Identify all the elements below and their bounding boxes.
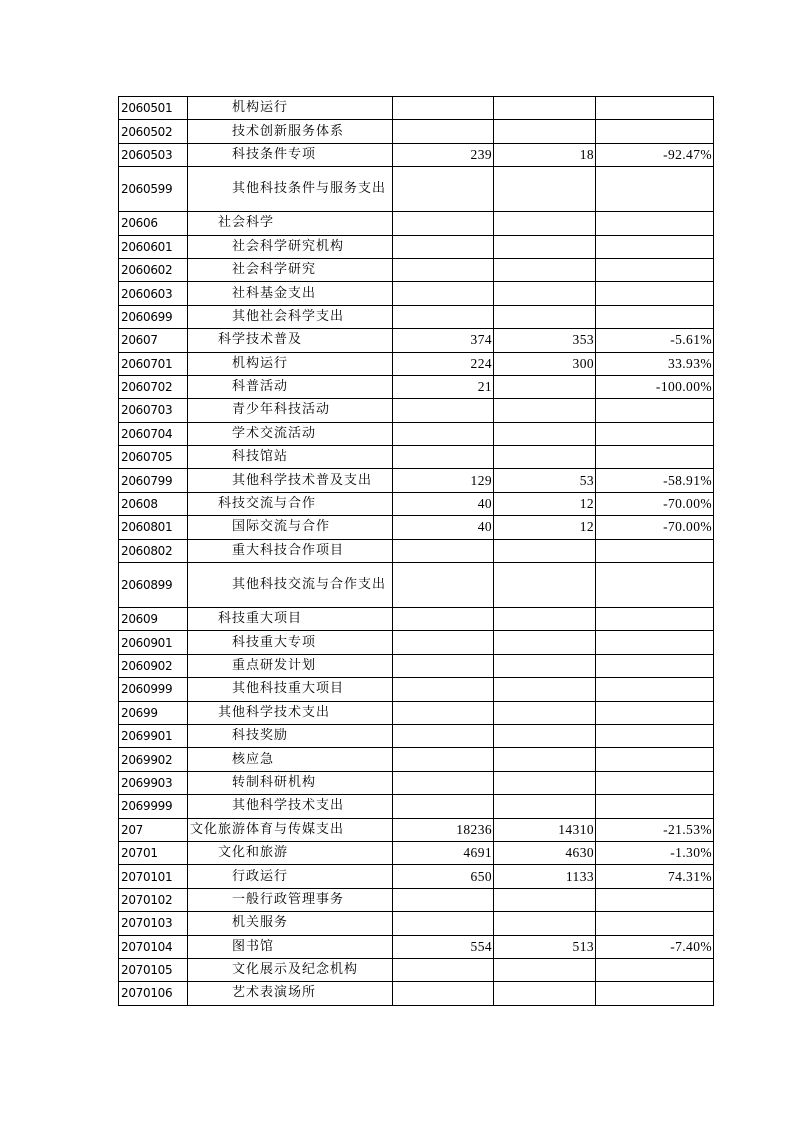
code-cell: 20699	[119, 701, 188, 724]
table-row	[119, 865, 714, 888]
code-cell: 2069901	[119, 724, 188, 747]
change-percent-cell	[596, 305, 714, 328]
item-name-cell: 科技馆站	[188, 446, 393, 469]
code-cell: 2069902	[119, 748, 188, 771]
amount-cell-2	[494, 608, 596, 631]
table-row	[119, 724, 714, 747]
item-name-cell: 机构运行	[188, 352, 393, 375]
amount-cell-2: 300	[494, 352, 596, 375]
amount-cell-2	[494, 654, 596, 677]
table-row	[119, 469, 714, 492]
amount-cell-1	[393, 631, 494, 654]
code-cell: 2060902	[119, 654, 188, 677]
amount-cell-1	[393, 795, 494, 818]
change-percent-cell	[596, 631, 714, 654]
amount-cell-2	[494, 282, 596, 305]
amount-cell-1: 40	[393, 516, 494, 539]
table-row	[119, 399, 714, 422]
code-cell: 2060901	[119, 631, 188, 654]
code-cell: 20609	[119, 608, 188, 631]
amount-cell-1	[393, 608, 494, 631]
code-cell: 2060799	[119, 469, 188, 492]
code-cell: 2060801	[119, 516, 188, 539]
code-cell: 2060503	[119, 143, 188, 166]
change-percent-cell: -7.40%	[596, 935, 714, 958]
code-cell: 2060702	[119, 375, 188, 398]
amount-cell-1	[393, 399, 494, 422]
amount-cell-2: 53	[494, 469, 596, 492]
change-percent-cell	[596, 748, 714, 771]
amount-cell-1: 40	[393, 492, 494, 515]
amount-cell-1	[393, 724, 494, 747]
change-percent-cell	[596, 539, 714, 562]
change-percent-cell: 33.93%	[596, 352, 714, 375]
table-row	[119, 912, 714, 935]
amount-cell-1: 239	[393, 143, 494, 166]
item-name-cell: 其他科技重大项目	[188, 678, 393, 701]
change-percent-cell	[596, 167, 714, 212]
amount-cell-2: 513	[494, 935, 596, 958]
code-cell: 20607	[119, 329, 188, 352]
table-row	[119, 935, 714, 958]
amount-cell-1	[393, 888, 494, 911]
change-percent-cell	[596, 120, 714, 143]
amount-cell-2	[494, 563, 596, 608]
code-cell: 2060899	[119, 563, 188, 608]
amount-cell-1	[393, 305, 494, 328]
amount-cell-1	[393, 748, 494, 771]
item-name-cell: 学术交流活动	[188, 422, 393, 445]
amount-cell-2: 14310	[494, 818, 596, 841]
item-name-cell: 科技重大项目	[188, 608, 393, 631]
change-percent-cell	[596, 422, 714, 445]
amount-cell-1	[393, 235, 494, 258]
change-percent-cell	[596, 795, 714, 818]
amount-cell-2	[494, 399, 596, 422]
change-percent-cell	[596, 678, 714, 701]
item-name-cell: 核应急	[188, 748, 393, 771]
amount-cell-2	[494, 724, 596, 747]
item-name-cell: 其他科学技术支出	[188, 795, 393, 818]
table-row	[119, 748, 714, 771]
item-name-cell: 社会科学研究机构	[188, 235, 393, 258]
amount-cell-1: 4691	[393, 841, 494, 864]
table-row	[119, 446, 714, 469]
table-row	[119, 329, 714, 352]
table-row	[119, 795, 714, 818]
item-name-cell: 社会科学研究	[188, 258, 393, 281]
table-row	[119, 167, 714, 212]
table-row	[119, 352, 714, 375]
amount-cell-1	[393, 982, 494, 1005]
item-name-cell: 其他科学技术支出	[188, 701, 393, 724]
change-percent-cell: -21.53%	[596, 818, 714, 841]
item-name-cell: 社科基金支出	[188, 282, 393, 305]
amount-cell-1: 18236	[393, 818, 494, 841]
change-percent-cell: -92.47%	[596, 143, 714, 166]
item-name-cell: 机构运行	[188, 97, 393, 120]
change-percent-cell: -70.00%	[596, 516, 714, 539]
amount-cell-2	[494, 422, 596, 445]
code-cell: 2070101	[119, 865, 188, 888]
amount-cell-1	[393, 212, 494, 235]
amount-cell-1	[393, 120, 494, 143]
change-percent-cell	[596, 258, 714, 281]
amount-cell-1	[393, 958, 494, 981]
amount-cell-2	[494, 97, 596, 120]
amount-cell-1: 650	[393, 865, 494, 888]
item-name-cell: 行政运行	[188, 865, 393, 888]
amount-cell-1	[393, 422, 494, 445]
code-cell: 2070102	[119, 888, 188, 911]
change-percent-cell	[596, 654, 714, 677]
amount-cell-2	[494, 235, 596, 258]
table-row	[119, 678, 714, 701]
code-cell: 2070104	[119, 935, 188, 958]
amount-cell-2	[494, 888, 596, 911]
table-row	[119, 305, 714, 328]
amount-cell-1: 224	[393, 352, 494, 375]
amount-cell-1	[393, 771, 494, 794]
amount-cell-2	[494, 631, 596, 654]
code-cell: 2060701	[119, 352, 188, 375]
amount-cell-2	[494, 167, 596, 212]
amount-cell-1	[393, 563, 494, 608]
change-percent-cell	[596, 982, 714, 1005]
amount-cell-2: 4630	[494, 841, 596, 864]
change-percent-cell	[596, 446, 714, 469]
amount-cell-1	[393, 654, 494, 677]
item-name-cell: 国际交流与合作	[188, 516, 393, 539]
change-percent-cell	[596, 888, 714, 911]
change-percent-cell: 74.31%	[596, 865, 714, 888]
code-cell: 2060704	[119, 422, 188, 445]
amount-cell-1: 129	[393, 469, 494, 492]
item-name-cell: 其他科技条件与服务支出	[188, 167, 393, 212]
item-name-cell: 青少年科技活动	[188, 399, 393, 422]
amount-cell-2: 12	[494, 492, 596, 515]
code-cell: 2060602	[119, 258, 188, 281]
change-percent-cell	[596, 724, 714, 747]
amount-cell-1	[393, 539, 494, 562]
code-cell: 2060705	[119, 446, 188, 469]
item-name-cell: 一般行政管理事务	[188, 888, 393, 911]
table-row	[119, 258, 714, 281]
amount-cell-2	[494, 305, 596, 328]
code-cell: 20606	[119, 212, 188, 235]
table-row	[119, 701, 714, 724]
change-percent-cell: -100.00%	[596, 375, 714, 398]
table-row	[119, 563, 714, 608]
amount-cell-1	[393, 258, 494, 281]
item-name-cell: 科学技术普及	[188, 329, 393, 352]
code-cell: 2070105	[119, 958, 188, 981]
code-cell: 2060601	[119, 235, 188, 258]
item-name-cell: 机关服务	[188, 912, 393, 935]
item-name-cell: 文化和旅游	[188, 841, 393, 864]
table-row	[119, 492, 714, 515]
table-body	[119, 97, 714, 1006]
table-row	[119, 958, 714, 981]
amount-cell-1	[393, 282, 494, 305]
amount-cell-2	[494, 678, 596, 701]
table-row	[119, 608, 714, 631]
code-cell: 2069903	[119, 771, 188, 794]
code-cell: 2060699	[119, 305, 188, 328]
table-row	[119, 97, 714, 120]
change-percent-cell: -1.30%	[596, 841, 714, 864]
change-percent-cell	[596, 912, 714, 935]
amount-cell-1	[393, 912, 494, 935]
item-name-cell: 其他科学技术普及支出	[188, 469, 393, 492]
code-cell: 2069999	[119, 795, 188, 818]
change-percent-cell	[596, 235, 714, 258]
item-name-cell: 科技条件专项	[188, 143, 393, 166]
amount-cell-1: 554	[393, 935, 494, 958]
amount-cell-2: 353	[494, 329, 596, 352]
item-name-cell: 文化旅游体育与传媒支出	[188, 818, 393, 841]
code-cell: 2060703	[119, 399, 188, 422]
change-percent-cell: -58.91%	[596, 469, 714, 492]
change-percent-cell	[596, 771, 714, 794]
code-cell: 20608	[119, 492, 188, 515]
item-name-cell: 艺术表演场所	[188, 982, 393, 1005]
item-name-cell: 图书馆	[188, 935, 393, 958]
amount-cell-2	[494, 795, 596, 818]
table-row	[119, 841, 714, 864]
code-cell: 2060603	[119, 282, 188, 305]
change-percent-cell: -70.00%	[596, 492, 714, 515]
table-row	[119, 982, 714, 1005]
change-percent-cell	[596, 212, 714, 235]
item-name-cell: 其他科技交流与合作支出	[188, 563, 393, 608]
amount-cell-2	[494, 748, 596, 771]
amount-cell-1	[393, 97, 494, 120]
code-cell: 2060599	[119, 167, 188, 212]
table-row	[119, 539, 714, 562]
table-row	[119, 818, 714, 841]
table-row	[119, 516, 714, 539]
table-row	[119, 120, 714, 143]
item-name-cell: 技术创新服务体系	[188, 120, 393, 143]
change-percent-cell	[596, 563, 714, 608]
change-percent-cell	[596, 97, 714, 120]
code-cell: 207	[119, 818, 188, 841]
code-cell: 2060502	[119, 120, 188, 143]
amount-cell-1: 21	[393, 375, 494, 398]
table-row	[119, 143, 714, 166]
change-percent-cell	[596, 701, 714, 724]
amount-cell-1: 374	[393, 329, 494, 352]
table-row	[119, 212, 714, 235]
change-percent-cell	[596, 399, 714, 422]
code-cell: 2060501	[119, 97, 188, 120]
code-cell: 2060999	[119, 678, 188, 701]
table-row	[119, 375, 714, 398]
amount-cell-2: 12	[494, 516, 596, 539]
item-name-cell: 文化展示及纪念机构	[188, 958, 393, 981]
change-percent-cell: -5.61%	[596, 329, 714, 352]
amount-cell-1	[393, 446, 494, 469]
item-name-cell: 重点研发计划	[188, 654, 393, 677]
item-name-cell: 科技奖励	[188, 724, 393, 747]
amount-cell-2	[494, 446, 596, 469]
amount-cell-2: 1133	[494, 865, 596, 888]
change-percent-cell	[596, 282, 714, 305]
item-name-cell: 科技交流与合作	[188, 492, 393, 515]
change-percent-cell	[596, 958, 714, 981]
amount-cell-1	[393, 678, 494, 701]
amount-cell-2: 18	[494, 143, 596, 166]
item-name-cell: 其他社会科学支出	[188, 305, 393, 328]
amount-cell-2	[494, 771, 596, 794]
code-cell: 2060802	[119, 539, 188, 562]
amount-cell-2	[494, 958, 596, 981]
amount-cell-2	[494, 539, 596, 562]
table-row	[119, 888, 714, 911]
amount-cell-2	[494, 912, 596, 935]
code-cell: 20701	[119, 841, 188, 864]
change-percent-cell	[596, 608, 714, 631]
budget-table	[118, 96, 714, 1006]
amount-cell-2	[494, 701, 596, 724]
table-row	[119, 282, 714, 305]
table-row	[119, 771, 714, 794]
amount-cell-2	[494, 982, 596, 1005]
code-cell: 2070106	[119, 982, 188, 1005]
item-name-cell: 科普活动	[188, 375, 393, 398]
amount-cell-2	[494, 375, 596, 398]
amount-cell-2	[494, 212, 596, 235]
table-row	[119, 422, 714, 445]
amount-cell-1	[393, 701, 494, 724]
amount-cell-2	[494, 120, 596, 143]
item-name-cell: 社会科学	[188, 212, 393, 235]
item-name-cell: 转制科研机构	[188, 771, 393, 794]
code-cell: 2070103	[119, 912, 188, 935]
table-row	[119, 631, 714, 654]
table-row	[119, 654, 714, 677]
amount-cell-1	[393, 167, 494, 212]
amount-cell-2	[494, 258, 596, 281]
item-name-cell: 科技重大专项	[188, 631, 393, 654]
item-name-cell: 重大科技合作项目	[188, 539, 393, 562]
table-row	[119, 235, 714, 258]
